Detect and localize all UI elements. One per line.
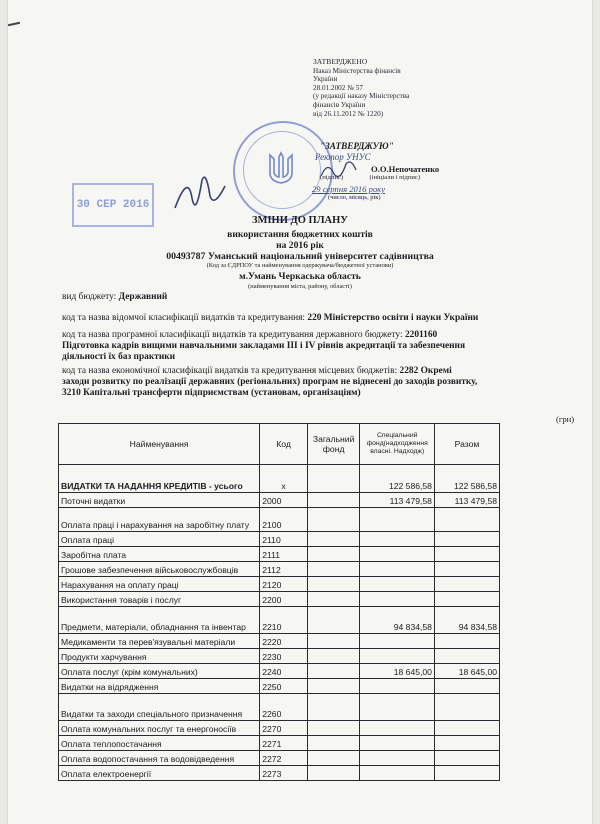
- rector-signature: [318, 158, 358, 182]
- cell-total: [434, 766, 499, 781]
- received-date-stamp: 30 СЕР 2016: [72, 183, 154, 227]
- approved-line: фінансів України: [313, 100, 366, 109]
- program-name-line-2: діяльності їх баз практики: [62, 352, 176, 362]
- table-row: [59, 634, 500, 649]
- program-name-line: Підготовка кадрів вищими навчальними закладами ІІІ і ІV рівнів акредитації та забезпечення: [62, 341, 466, 351]
- approved-line: України: [313, 75, 338, 84]
- column-header-special-fund: Спеціальний фонд(надходження власні. Надходж): [360, 424, 435, 465]
- cell-code: 2000: [260, 493, 308, 508]
- cell-special-fund: 122 586,58: [360, 465, 435, 493]
- column-header-general-fund: Загальний фонд: [307, 424, 360, 465]
- economic-label: код та назва економічної класифікації видатків та кредитування місцевих бюджетів:: [62, 366, 398, 376]
- cell-name: Грошове забезпечення військовослужбовців: [59, 562, 260, 577]
- cell-special-fund: [360, 766, 435, 781]
- budget-type-value: Державний: [118, 292, 168, 302]
- table-row: [59, 592, 500, 607]
- cell-code: 2220: [260, 634, 308, 649]
- cell-general-fund: [307, 493, 360, 508]
- cell-name: Використання товарів і послуг: [59, 592, 260, 607]
- cell-general-fund: [307, 465, 360, 493]
- cell-name: Оплата електроенергії: [59, 766, 260, 781]
- cell-total: [434, 721, 499, 736]
- table-row: [59, 493, 500, 508]
- cell-name: Оплата теплопостачання: [59, 736, 260, 751]
- cell-name: Оплата комунальних послуг та енергоносіїв: [59, 721, 260, 736]
- cell-total: [434, 577, 499, 592]
- approved-line: ЗАТВЕРДЖЕНО: [313, 57, 368, 66]
- cell-total: 122 586,58: [434, 465, 499, 493]
- approval-reference: [313, 58, 409, 118]
- cell-name: Оплата праці і нарахування на заробітну плату: [59, 508, 260, 532]
- cell-name: ВИДАТКИ ТА НАДАННЯ КРЕДИТІВ - усього: [59, 465, 260, 493]
- cell-general-fund: [307, 634, 360, 649]
- cell-name: Поточні видатки: [59, 493, 260, 508]
- cell-general-fund: [307, 508, 360, 532]
- approval-date: 29 серпня 2016 року: [312, 184, 386, 194]
- signature-caption: (підпис) (ініціали і підпис): [320, 174, 421, 181]
- cell-code: 2110: [260, 532, 308, 547]
- cell-total: [434, 736, 499, 751]
- approved-line: від 26.11.2012 № 1220): [313, 109, 384, 118]
- cell-special-fund: 18 645,00: [360, 664, 435, 679]
- approved-line: 28.01.2002 № 57: [313, 83, 363, 92]
- table-row: [59, 465, 500, 493]
- cell-total: [434, 547, 499, 562]
- cell-total: 113 479,58: [434, 493, 499, 508]
- cell-code: 2271: [260, 736, 308, 751]
- cell-special-fund: [360, 679, 435, 694]
- cell-name: Видатки на відрядження: [59, 679, 260, 694]
- cell-total: [434, 562, 499, 577]
- cell-general-fund: [307, 547, 360, 562]
- cell-special-fund: [360, 562, 435, 577]
- cell-code: 2112: [260, 562, 308, 577]
- cell-special-fund: [360, 736, 435, 751]
- cell-general-fund: [307, 607, 360, 634]
- cell-special-fund: [360, 634, 435, 649]
- cell-code: 2250: [260, 679, 308, 694]
- cell-name: Продукти харчування: [59, 649, 260, 664]
- department-label: код та назва відомчої класифікації видатків та кредитування:: [62, 313, 306, 323]
- organization-caption: (Код за ЄДРПОУ та найменування одержувача/бюджетної установи): [206, 262, 394, 269]
- table-row: [59, 664, 500, 679]
- cell-name: Оплата послуг (крім комунальних): [59, 664, 260, 679]
- column-header-total: Разом: [434, 424, 499, 465]
- table-row: [59, 577, 500, 592]
- signer-name: О.О.Непочатенко: [371, 164, 440, 174]
- cell-name: Оплата водопостачання та водовідведення: [59, 751, 260, 766]
- document-title: ЗМІНИ ДО ПЛАНУ: [252, 215, 348, 226]
- city-caption: (найменування міста, району, області): [248, 283, 352, 290]
- cell-total: [434, 679, 499, 694]
- table-row: [59, 547, 500, 562]
- cell-special-fund: [360, 694, 435, 721]
- cell-special-fund: 113 479,58: [360, 493, 435, 508]
- cell-general-fund: [307, 532, 360, 547]
- cell-general-fund: [307, 736, 360, 751]
- column-header-name: Найменування: [59, 424, 260, 465]
- table-row: [59, 649, 500, 664]
- cell-general-fund: [307, 751, 360, 766]
- cell-general-fund: [307, 592, 360, 607]
- cell-special-fund: [360, 592, 435, 607]
- economic-name-line-2: 3210 Капітальні трансферти підприємствам (установам, організаціям): [62, 388, 361, 398]
- table-header-row: [59, 424, 500, 465]
- handwritten-signature: [170, 168, 230, 218]
- city-line: м.Умань Черкаська область: [239, 271, 361, 282]
- cell-code: 2111: [260, 547, 308, 562]
- cell-total: [434, 634, 499, 649]
- cell-special-fund: [360, 751, 435, 766]
- document-subtitle: використання бюджетних коштів: [227, 229, 373, 240]
- cell-code: 2240: [260, 664, 308, 679]
- cell-total: [434, 694, 499, 721]
- budget-type-label: вид бюджету:: [62, 292, 117, 302]
- cell-general-fund: [307, 664, 360, 679]
- cell-code: 2210: [260, 607, 308, 634]
- cell-code: 2273: [260, 766, 308, 781]
- economic-classification: [62, 366, 452, 377]
- cell-total: [434, 592, 499, 607]
- approve-heading: "ЗАТВЕРДЖУЮ": [320, 141, 394, 151]
- cell-special-fund: [360, 649, 435, 664]
- approved-line: Наказ Міністерства фінансів: [313, 66, 401, 75]
- cell-special-fund: 94 834,58: [360, 607, 435, 634]
- rector-line: Ректор УНУС: [315, 152, 371, 162]
- table-row: [59, 694, 500, 721]
- cell-general-fund: [307, 694, 360, 721]
- cell-total: [434, 751, 499, 766]
- cell-special-fund: [360, 508, 435, 532]
- cell-code: 2270: [260, 721, 308, 736]
- cell-general-fund: [307, 649, 360, 664]
- cell-special-fund: [360, 532, 435, 547]
- cell-general-fund: [307, 679, 360, 694]
- column-header-code: Код: [260, 424, 308, 465]
- cell-total: [434, 532, 499, 547]
- economic-code: 2282 Окремі: [399, 366, 452, 376]
- table-row: [59, 766, 500, 781]
- cell-general-fund: [307, 766, 360, 781]
- department-value: 220 Міністерство освіти і науки України: [307, 313, 479, 323]
- cell-total: 94 834,58: [434, 607, 499, 634]
- table-row: [59, 607, 500, 634]
- cell-name: Нарахування на оплату праці: [59, 577, 260, 592]
- cell-special-fund: [360, 577, 435, 592]
- cell-code: x: [260, 465, 308, 493]
- cell-special-fund: [360, 547, 435, 562]
- cell-general-fund: [307, 577, 360, 592]
- cell-code: 2230: [260, 649, 308, 664]
- cell-general-fund: [307, 721, 360, 736]
- cell-name: Медикаменти та перев'язувальні матеріали: [59, 634, 260, 649]
- approved-line: (у редакції наказу Міністерства: [313, 92, 410, 101]
- cell-total: [434, 508, 499, 532]
- program-code: 2201160: [404, 330, 438, 340]
- table-row: [59, 532, 500, 547]
- currency-unit: (грн): [556, 414, 575, 424]
- cell-code: 2200: [260, 592, 308, 607]
- table-row: [59, 679, 500, 694]
- plan-year: на 2016 рік: [276, 240, 324, 251]
- organization-line: 00493787 Уманський національний університет садівництва: [166, 251, 434, 262]
- budget-type: [62, 292, 167, 303]
- cell-name: Оплата праці: [59, 532, 260, 547]
- table-row: [59, 751, 500, 766]
- table-row: [59, 721, 500, 736]
- table-body: [59, 465, 500, 781]
- cell-code: 2260: [260, 694, 308, 721]
- table-row: [59, 562, 500, 577]
- cell-special-fund: [360, 721, 435, 736]
- economic-name-line: заходи розвитку по реалізації державних (регіональних) програм не віднесені до заходів розвитку,: [62, 377, 478, 387]
- cell-code: 2100: [260, 508, 308, 532]
- cell-total: [434, 649, 499, 664]
- cell-code: 2120: [260, 577, 308, 592]
- trident-emblem-icon: [266, 151, 296, 187]
- department-classification: [62, 313, 478, 324]
- cell-name: Предмети, матеріали, обладнання та інвентар: [59, 607, 260, 634]
- cell-general-fund: [307, 562, 360, 577]
- expenditure-table: [58, 423, 500, 781]
- program-classification: [62, 330, 437, 341]
- cell-name: Заробітна плата: [59, 547, 260, 562]
- cell-code: 2272: [260, 751, 308, 766]
- cell-total: 18 645,00: [434, 664, 499, 679]
- date-caption: (число, місяць, рік): [328, 194, 381, 201]
- table-row: [59, 736, 500, 751]
- cell-name: Видатки та заходи спеціального призначення: [59, 694, 260, 721]
- table-row: [59, 508, 500, 532]
- program-label: код та назва програмної класифікації видатків та кредитування державного бюджету:: [62, 330, 403, 340]
